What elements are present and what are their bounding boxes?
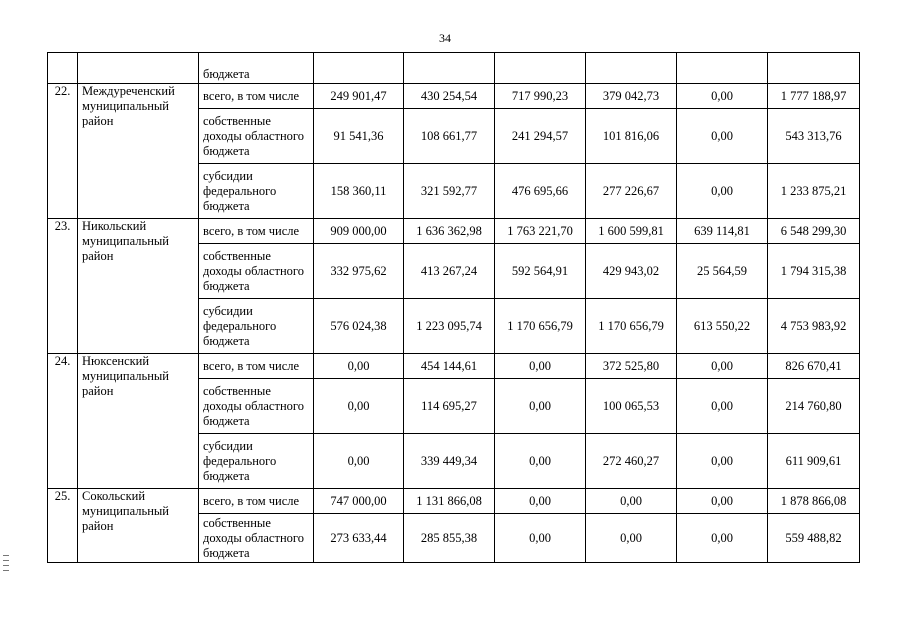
- value-cell: 285 855,38: [404, 514, 495, 563]
- value-cell: 0,00: [495, 379, 586, 434]
- row-description: всего, в том числе: [199, 354, 314, 379]
- budget-table: [47, 52, 860, 563]
- row-description: субсидии федерального бюджета: [199, 434, 314, 489]
- table-row: [48, 219, 860, 244]
- value-cell: 332 975,62: [314, 244, 404, 299]
- row-description: собственные доходы областного бюджета: [199, 514, 314, 563]
- value-cell: 277 226,67: [586, 164, 677, 219]
- value-cell: 1 763 221,70: [495, 219, 586, 244]
- value-cell: 273 633,44: [314, 514, 404, 563]
- value-cell: 0,00: [314, 379, 404, 434]
- value-cell: 0,00: [677, 434, 768, 489]
- value-cell: [495, 53, 586, 84]
- value-cell: 1 170 656,79: [586, 299, 677, 354]
- table-row: [48, 489, 860, 514]
- value-cell: 1 636 362,98: [404, 219, 495, 244]
- value-cell: 0,00: [314, 354, 404, 379]
- value-cell: 429 943,02: [586, 244, 677, 299]
- value-cell: 1 233 875,21: [768, 164, 860, 219]
- value-cell: 100 065,53: [586, 379, 677, 434]
- scan-artifact: [3, 555, 9, 585]
- district-name: Никольский муниципальный район: [78, 219, 199, 354]
- value-cell: 613 550,22: [677, 299, 768, 354]
- value-cell: [768, 53, 860, 84]
- value-cell: 476 695,66: [495, 164, 586, 219]
- value-cell: 559 488,82: [768, 514, 860, 563]
- value-cell: 0,00: [677, 109, 768, 164]
- row-description: бюджета: [199, 53, 314, 84]
- row-description: собственные доходы областного бюджета: [199, 109, 314, 164]
- value-cell: 0,00: [495, 434, 586, 489]
- value-cell: 454 144,61: [404, 354, 495, 379]
- district-name: Междуреченский муниципальный район: [78, 84, 199, 219]
- value-cell: 379 042,73: [586, 84, 677, 109]
- value-cell: 372 525,80: [586, 354, 677, 379]
- value-cell: 1 223 095,74: [404, 299, 495, 354]
- value-cell: [586, 53, 677, 84]
- row-description: всего, в том числе: [199, 219, 314, 244]
- value-cell: 25 564,59: [677, 244, 768, 299]
- value-cell: 1 170 656,79: [495, 299, 586, 354]
- row-description: субсидии федерального бюджета: [199, 164, 314, 219]
- value-cell: 0,00: [677, 354, 768, 379]
- value-cell: 576 024,38: [314, 299, 404, 354]
- district-name: Сокольский муниципальный район: [78, 489, 199, 563]
- row-description: собственные доходы областного бюджета: [199, 244, 314, 299]
- value-cell: 0,00: [677, 379, 768, 434]
- value-cell: 1 600 599,81: [586, 219, 677, 244]
- value-cell: 0,00: [586, 514, 677, 563]
- table-row: [48, 84, 860, 109]
- district-number: 24.: [48, 354, 78, 489]
- value-cell: 0,00: [677, 489, 768, 514]
- district-number: 23.: [48, 219, 78, 354]
- value-cell: 1 794 315,38: [768, 244, 860, 299]
- row-description: собственные доходы областного бюджета: [199, 379, 314, 434]
- value-cell: 339 449,34: [404, 434, 495, 489]
- row-description: всего, в том числе: [199, 84, 314, 109]
- continuation-row: [48, 53, 860, 84]
- value-cell: 108 661,77: [404, 109, 495, 164]
- value-cell: 249 901,47: [314, 84, 404, 109]
- row-description: субсидии федерального бюджета: [199, 299, 314, 354]
- value-cell: 0,00: [677, 84, 768, 109]
- value-cell: 0,00: [495, 489, 586, 514]
- value-cell: 717 990,23: [495, 84, 586, 109]
- value-cell: 0,00: [586, 489, 677, 514]
- value-cell: 241 294,57: [495, 109, 586, 164]
- value-cell: 0,00: [495, 514, 586, 563]
- value-cell: 430 254,54: [404, 84, 495, 109]
- value-cell: 321 592,77: [404, 164, 495, 219]
- value-cell: 272 460,27: [586, 434, 677, 489]
- row-description: всего, в том числе: [199, 489, 314, 514]
- table-row: [48, 354, 860, 379]
- value-cell: 592 564,91: [495, 244, 586, 299]
- value-cell: 826 670,41: [768, 354, 860, 379]
- value-cell: 114 695,27: [404, 379, 495, 434]
- value-cell: 413 267,24: [404, 244, 495, 299]
- district-number: 25.: [48, 489, 78, 563]
- value-cell: 6 548 299,30: [768, 219, 860, 244]
- value-cell: 1 777 188,97: [768, 84, 860, 109]
- district-number: 22.: [48, 84, 78, 219]
- value-cell: 611 909,61: [768, 434, 860, 489]
- value-cell: 747 000,00: [314, 489, 404, 514]
- value-cell: 158 360,11: [314, 164, 404, 219]
- value-cell: [677, 53, 768, 84]
- district-name-cell: [78, 53, 199, 84]
- value-cell: 0,00: [677, 164, 768, 219]
- value-cell: 639 114,81: [677, 219, 768, 244]
- value-cell: 91 541,36: [314, 109, 404, 164]
- value-cell: [404, 53, 495, 84]
- budget-table-body: [48, 53, 860, 563]
- value-cell: 101 816,06: [586, 109, 677, 164]
- value-cell: 1 131 866,08: [404, 489, 495, 514]
- value-cell: 0,00: [677, 514, 768, 563]
- value-cell: 4 753 983,92: [768, 299, 860, 354]
- page-number: 34: [439, 31, 451, 45]
- value-cell: 543 313,76: [768, 109, 860, 164]
- value-cell: [314, 53, 404, 84]
- value-cell: 1 878 866,08: [768, 489, 860, 514]
- district-name: Нюксенский муниципальный район: [78, 354, 199, 489]
- number-cell: [48, 53, 78, 84]
- value-cell: 0,00: [495, 354, 586, 379]
- value-cell: 214 760,80: [768, 379, 860, 434]
- value-cell: 909 000,00: [314, 219, 404, 244]
- value-cell: 0,00: [314, 434, 404, 489]
